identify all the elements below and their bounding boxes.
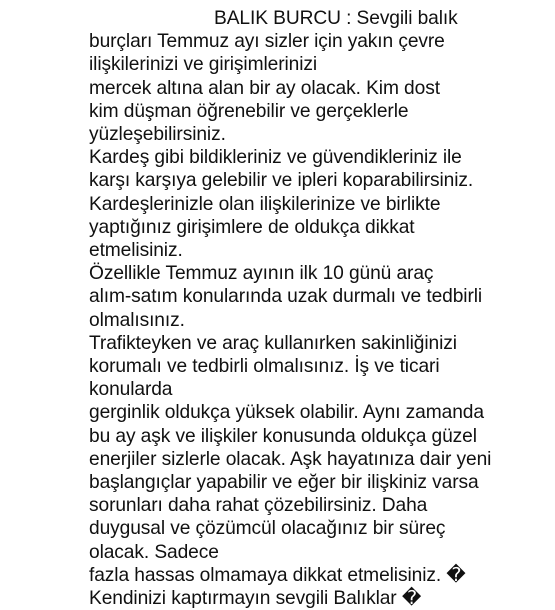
text-line: alım-satım konularında uzak durmalı ve tedbirli	[89, 286, 483, 308]
text-line: konularda	[89, 379, 173, 401]
text-line: karşı karşıya gelebilir ve ipleri koparabilirsiniz.	[89, 170, 474, 192]
text-line: Kendinizi kaptırmayın sevgili Balıklar �	[89, 588, 422, 610]
horoscope-text	[89, 7, 549, 610]
text-line: başlangıçlar yapabilir ve eğer bir ilişkiniz varsa	[89, 472, 479, 494]
title-line: BALIK BURCU : Sevgili balık	[214, 8, 458, 29]
text-line: fazla hassas olmamaya dikkat etmelisiniz. �	[89, 564, 466, 586]
text-line: Özellikle Temmuz ayının ilk 10 günü araç	[89, 263, 434, 285]
text-line: olacak. Sadece	[89, 541, 219, 563]
text-line: sorunları daha rahat çözebilirsiniz. Daha	[89, 495, 428, 517]
text-line: Kardeşlerinizle olan ilişkilerinize ve birlikte	[89, 193, 441, 215]
text-line: burçları Temmuz ayı sizler için yakın çevre	[89, 31, 445, 53]
text-line: gerginlik oldukça yüksek olabilir. Aynı zamanda	[89, 402, 484, 424]
text-line: olmalısınız.	[89, 309, 185, 331]
text-line: mercek altına alan bir ay olacak. Kim dost	[89, 77, 440, 99]
text-line: kim düşman öğrenebilir ve gerçeklerle	[89, 100, 409, 122]
text-line: duygusal ve çözümcül olacağınız bir süreç	[89, 518, 446, 540]
text-line: ilişkilerinizi ve girişimlerinizi	[89, 54, 318, 76]
text-line: enerjiler sizlerle olacak. Aşk hayatınıza dair yeni	[89, 448, 492, 470]
text-line: yüzleşebilirsiniz.	[89, 124, 226, 146]
text-line: yaptığınız girişimlere de oldukça dikkat	[89, 216, 415, 238]
text-line: korumalı ve tedbirli olmalısınız. İş ve ticari	[89, 356, 440, 378]
text-line: etmelisiniz.	[89, 240, 183, 262]
text-line: Kardeş gibi bildikleriniz ve güvendikleriniz ile	[89, 147, 462, 169]
text-line: Trafikteyken ve araç kullanırken sakinliğinizi	[89, 332, 457, 354]
text-line: bu ay aşk ve ilişkiler konusunda oldukça güzel	[89, 425, 477, 447]
